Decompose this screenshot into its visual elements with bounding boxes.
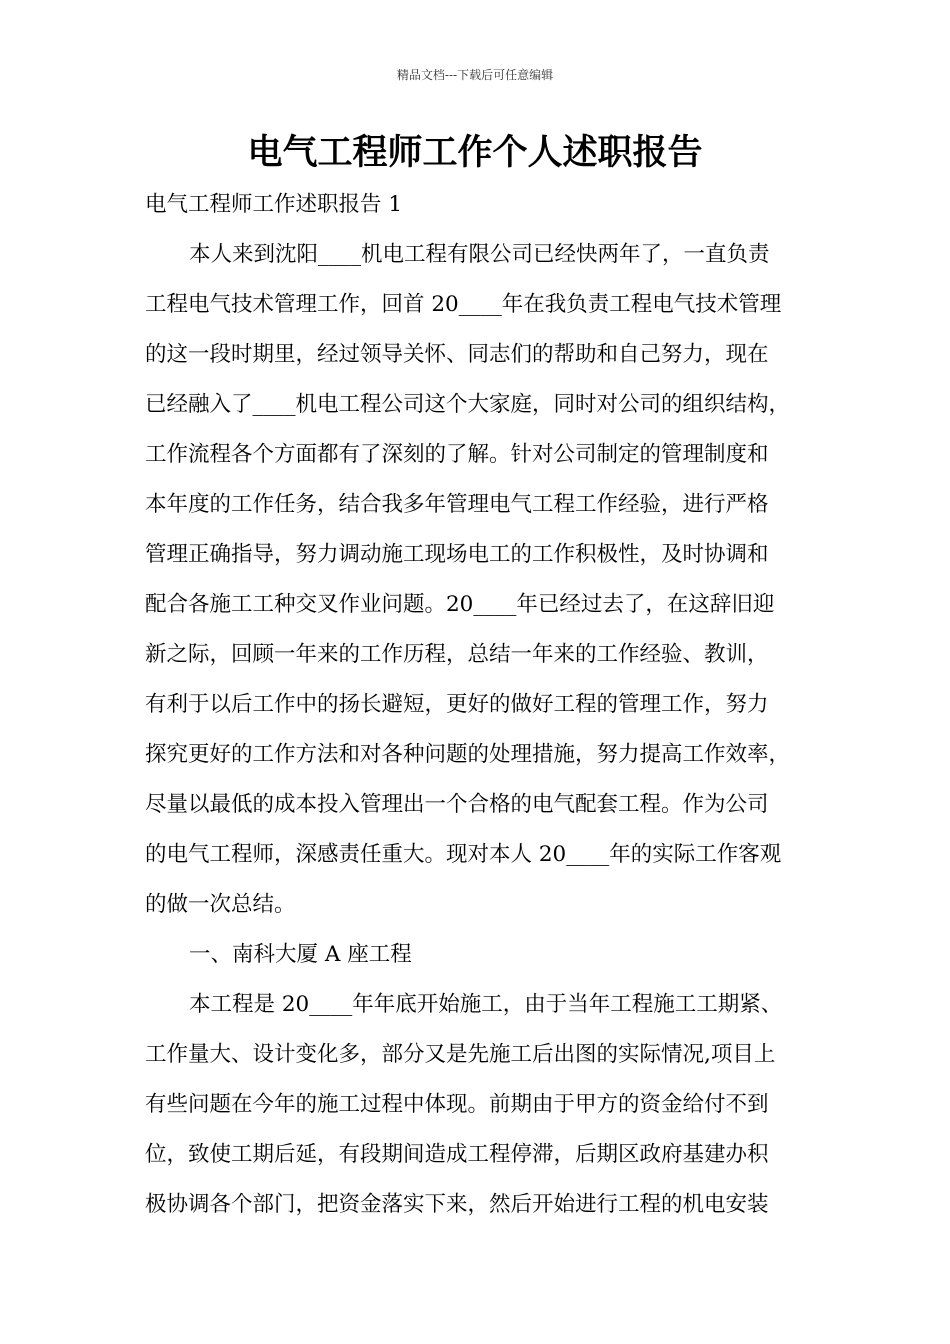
paragraph-line: 管理正确指导，努力调动施工现场电工的工作积极性，及时协调和: [145, 542, 769, 567]
section-heading: 一、南科大厦 A 座工程: [189, 942, 412, 967]
paragraph-line: 新之际，回顾一年来的工作历程，总结一年来的工作经验、教训，: [145, 642, 769, 667]
document-body: [145, 180, 825, 1230]
paragraph-line: 有些问题在今年的施工过程中体现。前期由于甲方的资金给付不到: [145, 1092, 769, 1117]
paragraph-line: 的做一次总结。: [145, 892, 296, 917]
paragraph-line: 探究更好的工作方法和对各种问题的处理措施，努力提高工作效率，: [145, 742, 791, 767]
paragraph-line: 本年度的工作任务，结合我多年管理电气工程工作经验，进行严格: [145, 492, 769, 517]
paragraph-line: 位，致使工期后延，有段期间造成工程停滞，后期区政府基建办积: [145, 1142, 769, 1167]
paragraph-line: 已经融入了____机电工程公司这个大家庭，同时对公司的组织结构，: [145, 392, 791, 417]
paragraph-line: 工程电气技术管理工作，回首 20____年在我负责工程电气技术管理: [145, 292, 782, 317]
paragraph-line: 有利于以后工作中的扬长避短，更好的做好工程的管理工作，努力: [145, 692, 769, 717]
paragraph-line: 工作流程各个方面都有了深刻的了解。针对公司制定的管理制度和: [145, 442, 769, 467]
paragraph-line: 的这一段时期里，经过领导关怀、同志们的帮助和自己努力，现在: [145, 342, 769, 367]
page-header: 精品文档---下载后可任意编辑: [396, 68, 554, 82]
paragraph-line: 本人来到沈阳____机电工程有限公司已经快两年了，一直负责: [189, 242, 770, 267]
paragraph-line: 配合各施工工种交叉作业问题。20____年已经过去了，在这辞旧迎: [145, 592, 775, 617]
paragraph-line: 极协调各个部门，把资金落实下来，然后开始进行工程的机电安装: [145, 1192, 769, 1217]
paragraph-line: 本工程是 20____年年底开始施工，由于当年工程施工工期紧、: [189, 992, 783, 1017]
report-subtitle: 电气工程师工作述职报告 1: [145, 192, 403, 217]
paragraph-line: 的电气工程师，深感责任重大。现对本人 20____年的实际工作客观: [145, 842, 782, 867]
document-title: 电气工程师工作个人述职报告: [247, 132, 703, 173]
paragraph-line: 尽量以最低的成本投入管理出一个合格的电气配套工程。作为公司: [145, 792, 769, 817]
paragraph-line: 工作量大、设计变化多，部分又是先施工后出图的实际情况,项目上: [145, 1042, 776, 1067]
